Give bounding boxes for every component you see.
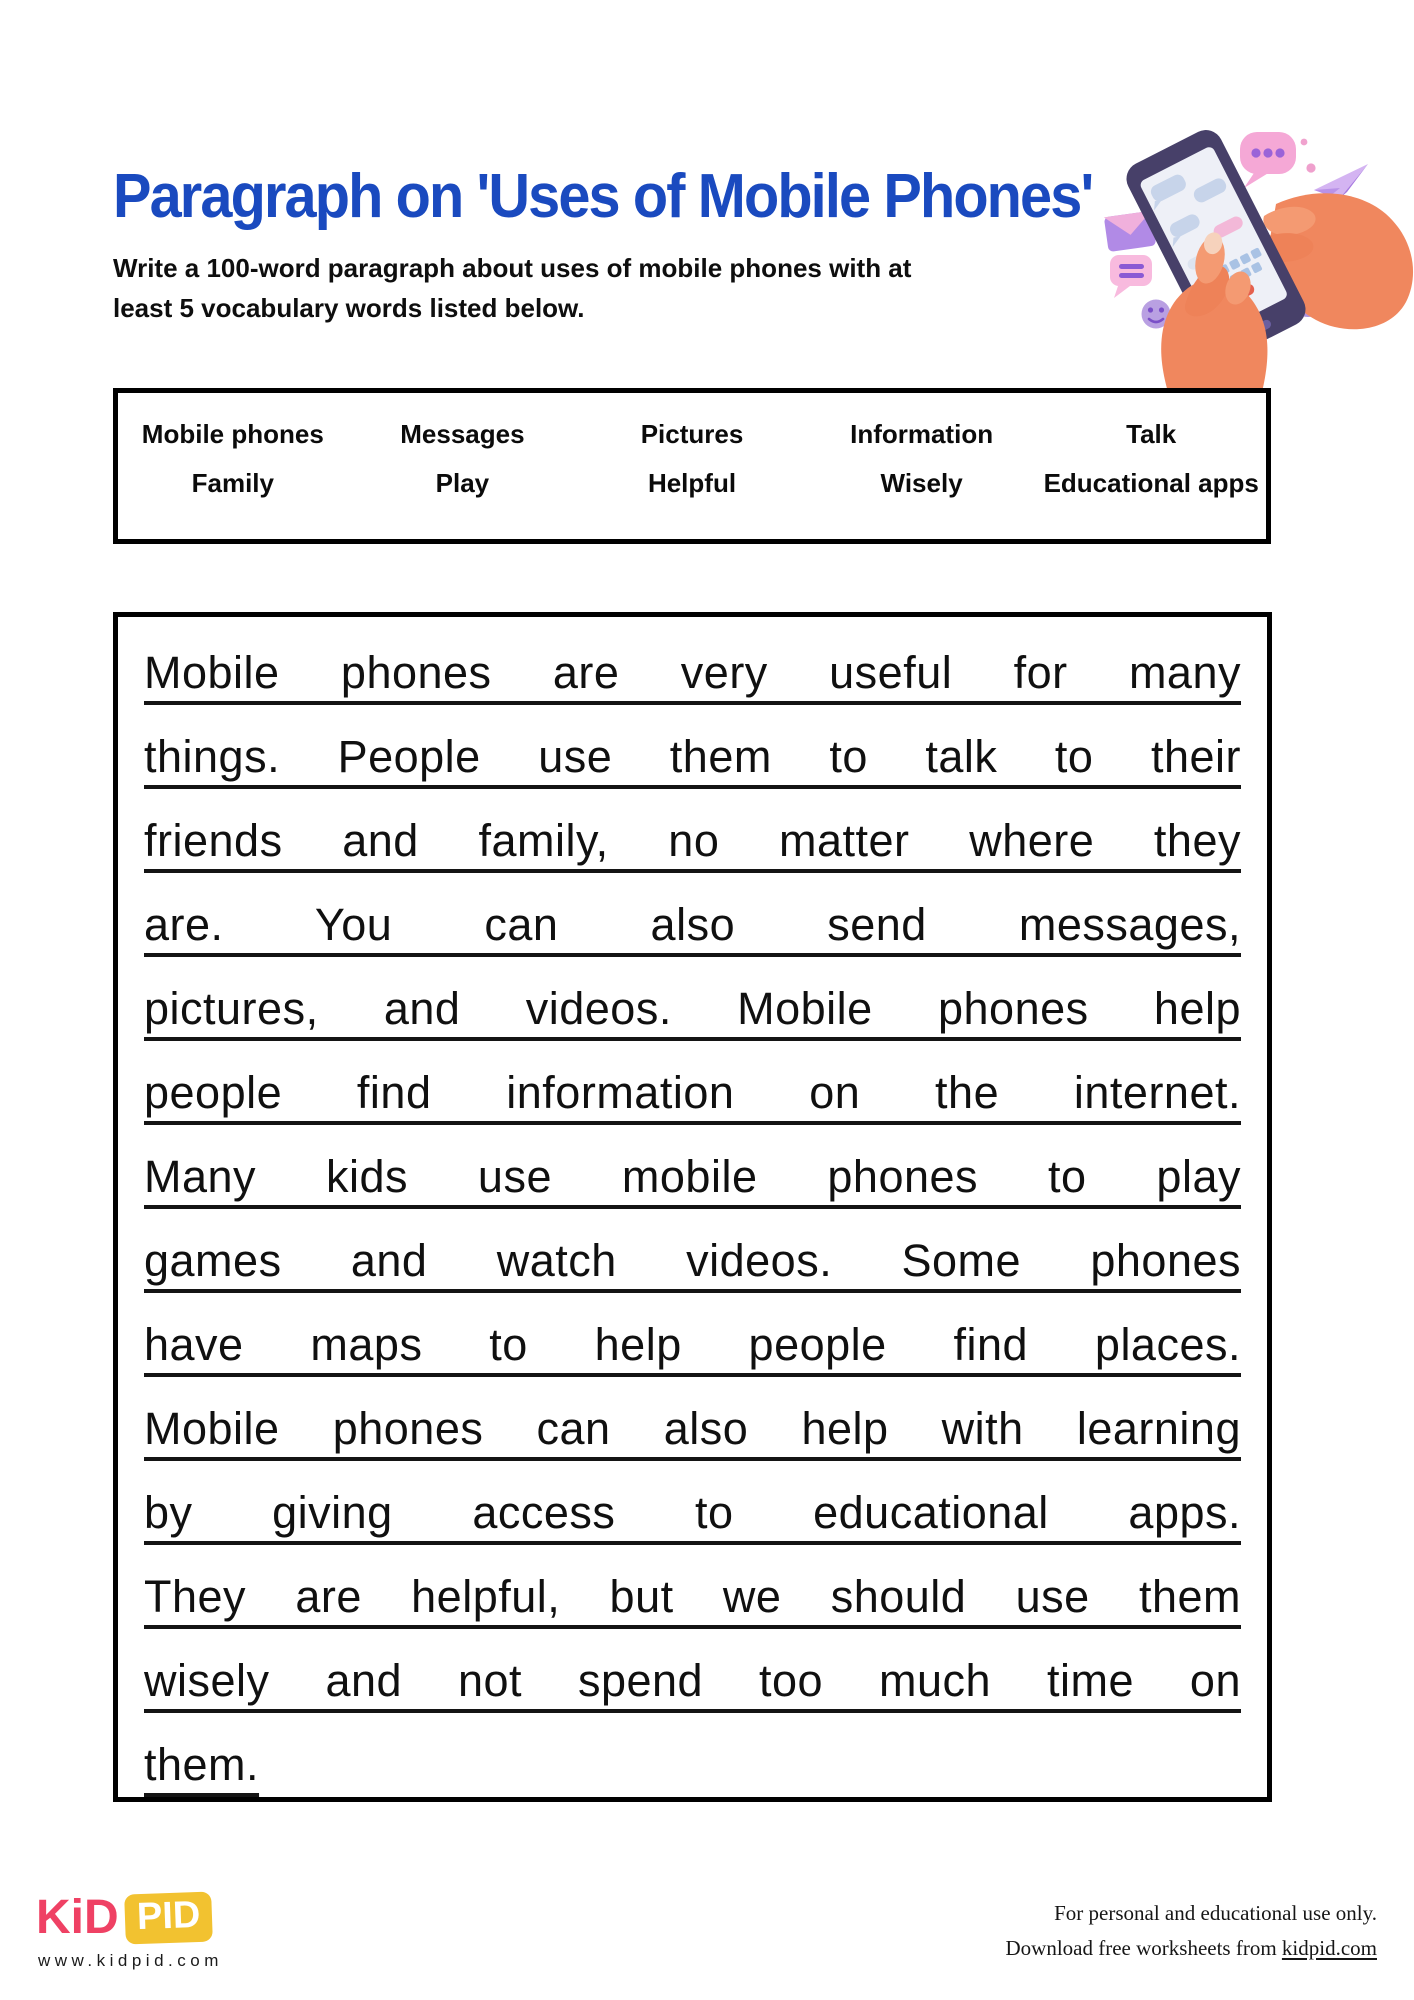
vocabulary-row-2 bbox=[118, 468, 1266, 499]
pink-dot bbox=[1301, 139, 1308, 146]
paragraph-line: pictures, and videos. Mobile phones help bbox=[144, 983, 1241, 1034]
instruction-line-2: least 5 vocabulary words listed below. bbox=[113, 293, 585, 324]
vocab-word-wisely: Wisely bbox=[880, 468, 963, 498]
logo-pid-badge: PID bbox=[124, 1891, 213, 1944]
instruction-line-1: Write a 100-word paragraph about uses of mobile phones with at bbox=[113, 253, 912, 283]
paragraph-line: Mobile phones are very useful for many bbox=[144, 647, 1241, 698]
vocab-word-educational-apps: Educational apps bbox=[1043, 468, 1259, 498]
usage-notice bbox=[1006, 1896, 1378, 1965]
website-url: www.kidpid.com bbox=[38, 1951, 223, 1970]
paragraph-line: They are helpful, but we should use them bbox=[144, 1571, 1241, 1622]
paragraph-line: are. You can also send messages, bbox=[144, 899, 1241, 950]
vocab-word-mobile-phones: Mobile phones bbox=[141, 419, 324, 449]
logo-kid-text: KiD bbox=[36, 1891, 119, 1944]
paragraph-line: Mobile phones can also help with learning bbox=[144, 1403, 1241, 1454]
paragraph-line: people find information on the internet. bbox=[144, 1067, 1241, 1118]
paper-plane-icon bbox=[1314, 164, 1368, 198]
kidpid-link[interactable]: kidpid.com bbox=[1281, 1935, 1377, 1960]
pink-dot bbox=[1306, 163, 1315, 172]
paragraph-line: have maps to help people find places. bbox=[144, 1319, 1241, 1370]
message-lines-icon bbox=[1110, 255, 1152, 298]
paragraph-line: wisely and not spend too much time on bbox=[144, 1655, 1241, 1706]
paragraph-line: things. People use them to talk to their bbox=[144, 731, 1241, 782]
vocab-word-pictures: Pictures bbox=[640, 419, 744, 449]
vocab-word-helpful: Helpful bbox=[647, 468, 737, 498]
vocabulary-box bbox=[113, 388, 1271, 544]
phone-illustration bbox=[1068, 92, 1414, 392]
instructions-text bbox=[113, 248, 911, 329]
paragraph-line: games and watch videos. Some phones bbox=[144, 1235, 1241, 1286]
page-title: Paragraph on 'Uses of Mobile Phones' bbox=[113, 162, 1093, 231]
kidpid-logo bbox=[36, 1890, 212, 1945]
paragraph-line: Many kids use mobile phones to play bbox=[144, 1151, 1241, 1202]
chat-dots-bubble-icon bbox=[1240, 132, 1296, 188]
answer-box bbox=[113, 612, 1272, 1802]
notice-line-2 bbox=[1006, 1931, 1378, 1966]
notice-line-2-text: Download free worksheets from bbox=[1005, 1935, 1282, 1960]
vocab-word-messages: Messages bbox=[400, 419, 525, 449]
vocab-word-information: Information bbox=[850, 419, 994, 449]
vocab-word-play: Play bbox=[435, 468, 490, 498]
paragraph-line: friends and family, no matter where they bbox=[144, 815, 1241, 866]
notice-line-1: For personal and educational use only. bbox=[1054, 1901, 1377, 1925]
vocab-word-family: Family bbox=[191, 468, 274, 498]
vocabulary-row-1 bbox=[118, 419, 1266, 450]
vocab-word-talk: Talk bbox=[1126, 419, 1177, 449]
paragraph-line: by giving access to educational apps. bbox=[144, 1487, 1241, 1538]
paragraph-line: them. bbox=[144, 1739, 260, 1790]
